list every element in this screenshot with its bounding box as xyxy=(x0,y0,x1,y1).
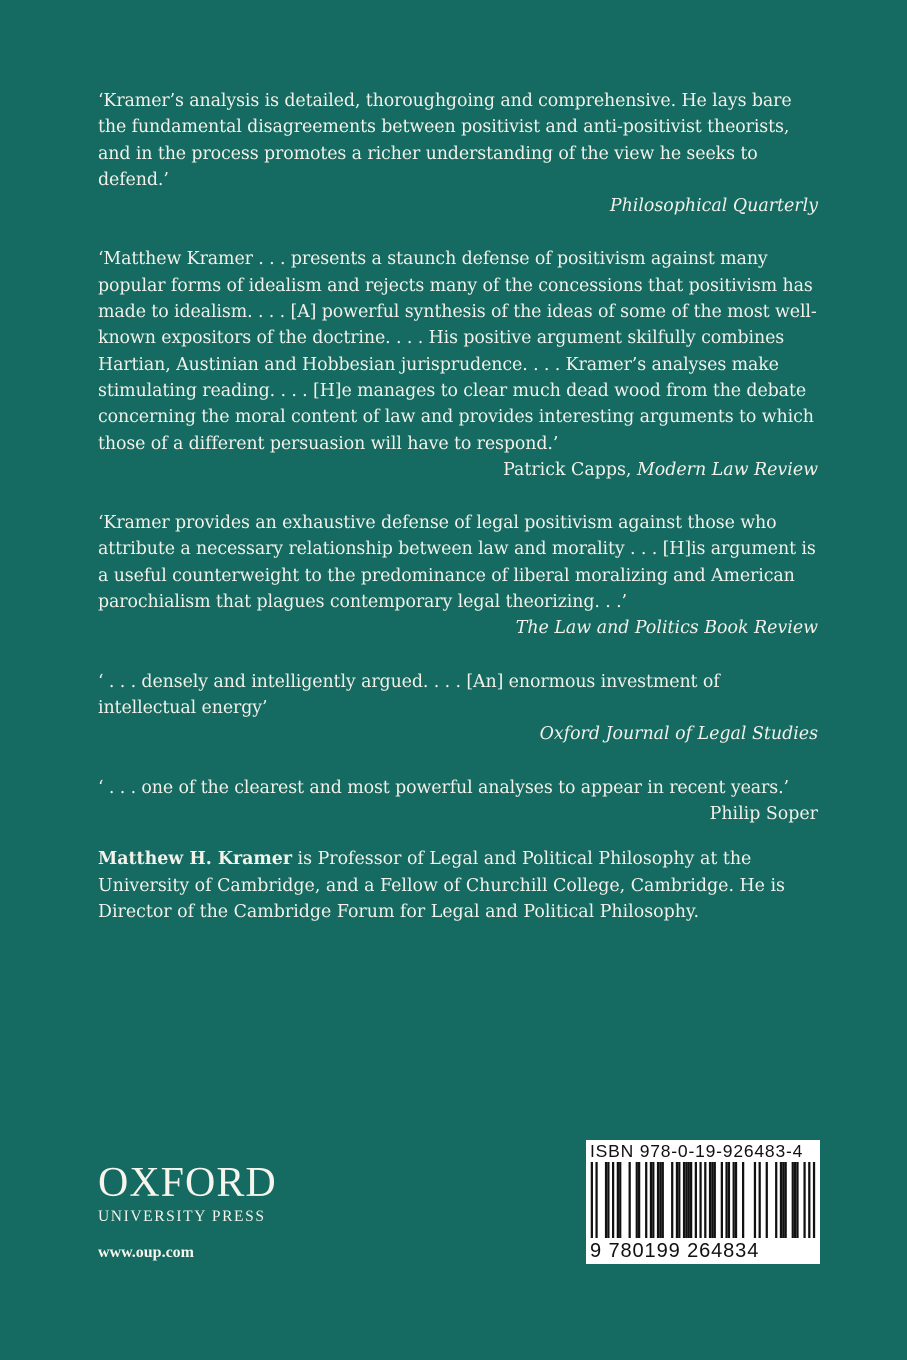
publisher-name: OXFORD xyxy=(98,1160,277,1206)
barcode-bar xyxy=(803,1162,805,1238)
barcode-bar xyxy=(671,1162,673,1238)
barcode-bar xyxy=(652,1162,654,1238)
publisher-subname: UNIVERSITY PRESS xyxy=(98,1208,266,1225)
review-author: Philip Soper xyxy=(709,803,818,824)
review-source: The Law and Politics Book Review xyxy=(515,618,818,639)
review-attribution xyxy=(98,721,818,747)
barcode-bar xyxy=(638,1162,640,1238)
barcode-bar xyxy=(595,1162,597,1238)
review-attribution xyxy=(98,193,818,219)
barcode-bar xyxy=(685,1162,687,1238)
author-bio xyxy=(98,846,838,926)
review-1 xyxy=(98,88,818,219)
barcode-bar xyxy=(629,1162,631,1238)
barcode-bar xyxy=(607,1162,609,1238)
barcode-bar xyxy=(695,1162,697,1238)
review-quote: ‘Matthew Kramer . . . presents a staunch defense of positivism against many popular forms of idealism and rejects many of the concessions that positivism has made to idealism. . . . [A] powerful synthesis of the ideas of some of the most well-known expositors of the doctrine. . . . His positive argument skilfully combines Hartian, Austinian and Hobbesian jurisprudence. . . . Kramer’s analyses make stimulating reading. . . . [H]e manages to clear much dead wood from the debate concerning the moral content of law and provides interesting arguments to which those of a different persuasion will have to respond.’ xyxy=(98,249,817,454)
barcode-bar xyxy=(619,1162,621,1238)
review-3 xyxy=(98,510,818,641)
barcode-bar xyxy=(721,1162,723,1238)
review-attribution xyxy=(98,801,818,827)
review-source: Modern Law Review xyxy=(636,459,818,480)
barcode-bar xyxy=(808,1162,810,1238)
reviews-section xyxy=(98,88,818,854)
barcode-bar xyxy=(617,1162,619,1238)
review-quote: ‘Kramer’s analysis is detailed, thoroughgoing and comprehensive. He lays bare the fundamental disagreements between positivist and anti-positivist theorists, and in the process promotes a richer understanding of the view he seeks to defend.’ xyxy=(98,91,792,190)
barcode-bar xyxy=(676,1162,678,1238)
isbn-label: ISBN 978-0-19-926483-4 xyxy=(590,1141,804,1161)
publisher-logo xyxy=(98,1162,277,1226)
barcode-bar xyxy=(782,1162,784,1238)
barcode-bar xyxy=(733,1162,735,1238)
barcode-bar xyxy=(662,1162,664,1238)
barcode-bars xyxy=(586,1162,820,1240)
publisher-url[interactable]: www.oup.com xyxy=(98,1244,195,1261)
barcode-bar xyxy=(591,1162,593,1238)
barcode-bar xyxy=(657,1162,659,1238)
barcode-bar xyxy=(659,1162,661,1238)
review-quote: ‘Kramer provides an exhaustive defense of legal positivism against those who attribute a necessary relationship between law and morality . . . [H]is argument is a useful counterweight to the predominance of liberal moralizing and American parochialism that plagues contemporary legal theorizing. . .’ xyxy=(98,513,816,613)
barcode-bar xyxy=(796,1162,798,1238)
review-source: Oxford Journal of Legal Studies xyxy=(539,724,818,745)
review-5 xyxy=(98,775,818,828)
review-attribution xyxy=(98,457,818,483)
barcode-bar xyxy=(711,1162,713,1238)
barcode-bar xyxy=(742,1162,744,1238)
review-quote: ‘ . . . densely and intelligently argued. . . . [An] enormous investment of intellectual energy’ xyxy=(98,671,720,718)
barcode-bar xyxy=(780,1162,782,1238)
ean-digits: 9 780199 264834 xyxy=(590,1240,760,1262)
barcode-bar xyxy=(725,1162,727,1238)
barcode-bar xyxy=(683,1162,685,1238)
barcode-bar xyxy=(650,1162,652,1238)
barcode-bar xyxy=(605,1162,607,1238)
barcode-bar xyxy=(645,1162,647,1238)
barcode-bar xyxy=(759,1162,761,1238)
barcode-bar xyxy=(794,1162,796,1238)
review-2 xyxy=(98,246,818,483)
review-attribution xyxy=(98,615,818,641)
barcode-bar xyxy=(714,1162,716,1238)
barcode-bar xyxy=(775,1162,777,1238)
author-name: Matthew H. Kramer xyxy=(98,849,293,869)
review-quote: ‘ . . . one of the clearest and most powerful analyses to appear in recent years.’ xyxy=(98,777,789,798)
barcode-bar xyxy=(785,1162,787,1238)
author-bio-text: is Professor of Legal and Political Philosophy at the University of Cambridge, and a Fellow of Churchill College, Cambridge. He is Director of the Cambridge Forum for Legal and Political Philosophy. xyxy=(98,849,785,922)
isbn-barcode xyxy=(586,1140,820,1264)
barcode-bar xyxy=(766,1162,768,1238)
barcode-bar xyxy=(690,1162,692,1238)
barcode-bar xyxy=(704,1162,706,1238)
barcode-bar xyxy=(709,1162,711,1238)
barcode-bar xyxy=(636,1162,638,1238)
review-source: Philosophical Quarterly xyxy=(609,196,818,217)
barcode-bar xyxy=(754,1162,756,1238)
barcode-bar xyxy=(699,1162,701,1238)
barcode-bar xyxy=(728,1162,730,1238)
barcode-bar xyxy=(792,1162,794,1238)
barcode-bar xyxy=(813,1162,815,1238)
review-author: Patrick Capps, xyxy=(503,459,637,480)
barcode-bar xyxy=(735,1162,737,1238)
barcode-bar xyxy=(612,1162,614,1238)
barcode-bar xyxy=(688,1162,690,1238)
review-4 xyxy=(98,669,818,748)
barcode-bar xyxy=(678,1162,680,1238)
